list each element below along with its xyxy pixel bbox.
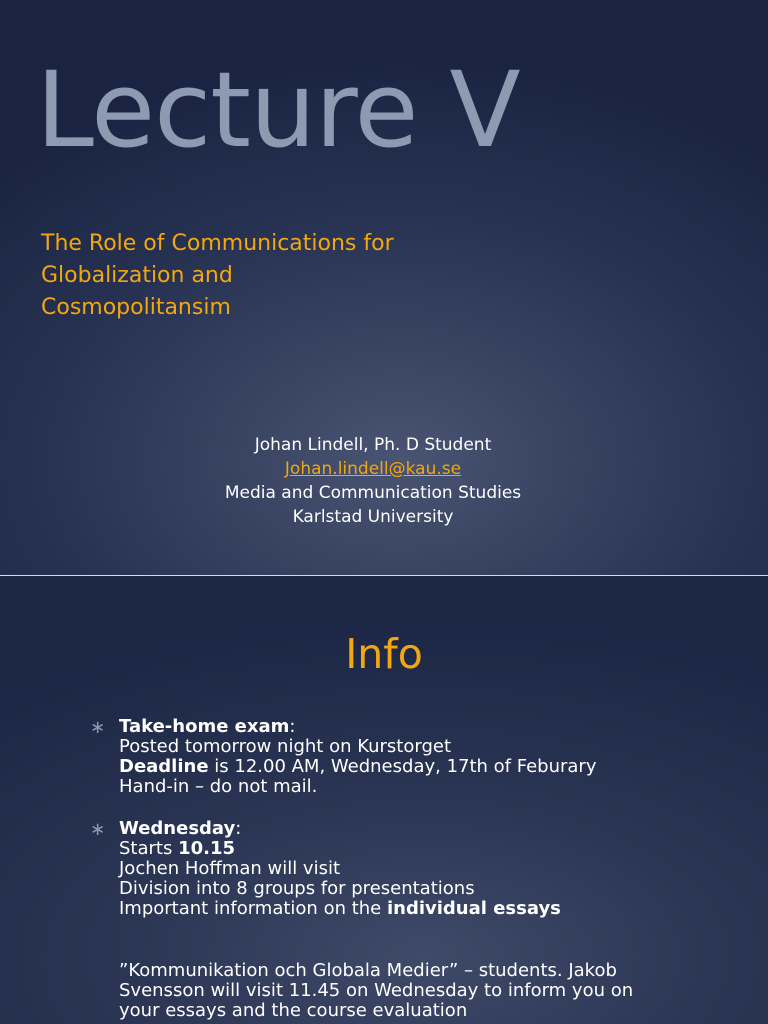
essays-bold: individual essays (386, 898, 561, 919)
lecture-subtitle (41, 228, 501, 324)
info-heading: Info (345, 630, 423, 678)
author-email-link[interactable]: Johan.lindell@kau.se (284, 459, 462, 479)
author-name: Johan Lindell, Ph. D Student (254, 435, 492, 455)
subtitle-line: Globalization and (41, 263, 233, 288)
starts-prefix: Starts (119, 838, 179, 859)
students-note (119, 961, 739, 1021)
author-block (0, 433, 746, 529)
wednesday-line: Jochen Hoffman will visit (119, 858, 341, 879)
asterisk-bullet-icon: ∗ (90, 819, 106, 840)
note-line: your essays and the course evaluation (119, 1000, 468, 1021)
wednesday-label: Wednesday (119, 818, 236, 839)
starts-time: 10.15 (178, 838, 236, 859)
subtitle-line: The Role of Communications for (41, 231, 394, 256)
wednesday-line: Division into 8 groups for presentations (119, 878, 475, 899)
take-home-label: Take-home exam (119, 716, 290, 737)
subtitle-line: Cosmopolitansim (41, 295, 231, 320)
note-line: ”Kommunikation och Globala Medier” – students. Jakob (119, 960, 617, 981)
bullet-take-home-exam (90, 717, 750, 797)
take-home-line: Hand-in – do not mail. (119, 776, 318, 797)
take-home-line: Posted tomorrow night on Kurstorget (119, 736, 452, 757)
deadline-text: is 12.00 AM, Wednesday, 17th of Feburary (208, 756, 597, 777)
author-university: Karlstad University (292, 507, 454, 527)
note-line: Svensson will visit 11.45 on Wednesday to inform you on (119, 980, 634, 1001)
asterisk-bullet-icon: ∗ (90, 717, 106, 738)
deadline-label: Deadline (119, 756, 209, 777)
author-department: Media and Communication Studies (224, 483, 522, 503)
bullet-wednesday (90, 819, 750, 919)
info-bullet-list (90, 717, 750, 941)
wednesday-colon: : (235, 818, 242, 839)
take-home-colon: : (289, 716, 296, 737)
info-slide (0, 576, 768, 1024)
lecture-title: Lecture V (36, 49, 520, 171)
essays-prefix: Important information on the (119, 898, 387, 919)
